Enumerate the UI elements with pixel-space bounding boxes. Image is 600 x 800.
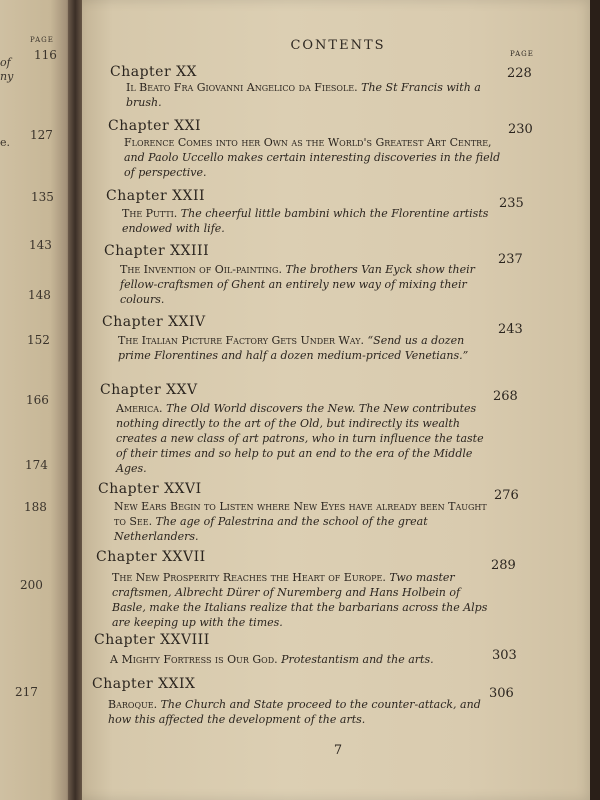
- left-page-number: 200: [20, 578, 43, 592]
- chapter-heading: Chapter XXII: [106, 188, 206, 204]
- chapter-summary: The age of Palestrina and the school of the great Netherlanders.: [114, 515, 428, 543]
- chapter-heading: Chapter XXIV: [102, 314, 206, 330]
- chapter-summary: The cheerful little bambini which the Florentine artists endowed with life.: [122, 207, 489, 235]
- chapter-summary: “Send us a dozen prime Florentines and half a dozen medium-priced Venetians.”: [118, 334, 469, 362]
- page-title: CONTENTS: [290, 38, 386, 53]
- chapter-page-number: 230: [508, 122, 533, 137]
- chapter-page-number: 228: [507, 66, 532, 81]
- chapter-description: [124, 135, 504, 180]
- left-page-number: 152: [27, 333, 50, 347]
- chapter-summary: Two master craftsmen, Albrecht Dürer of Nuremberg and Hans Holbein of Basle, make the Italians realize that the barbarians across the Alps are keeping up with the times.: [112, 571, 488, 629]
- chapter-description: [118, 333, 498, 363]
- chapter-page-number: 235: [499, 196, 524, 211]
- chapter-heading: Chapter XXVII: [96, 549, 206, 565]
- chapter-heading: Chapter XX: [110, 64, 198, 80]
- page-folio: 7: [333, 743, 343, 758]
- chapter-page-number: 289: [491, 558, 516, 573]
- chapter-subject: Il Beato Fra Giovanni Angelico da Fiesole.: [126, 81, 358, 94]
- chapter-heading: Chapter XXVIII: [94, 632, 210, 648]
- chapter-subject: The Italian Picture Factory Gets Under Way.: [118, 334, 365, 347]
- chapter-page-number: 276: [494, 488, 519, 503]
- chapter-heading: Chapter XXV: [100, 382, 198, 398]
- chapter-description: [120, 262, 500, 307]
- chapter-subject: The Invention of Oil-painting.: [120, 263, 282, 276]
- chapter-summary: The brothers Van Eyck show their fellow-craftsmen of Ghent an entirely new way of mixing their colours.: [120, 263, 475, 306]
- left-page-number: 188: [24, 500, 47, 514]
- left-page-number: 166: [26, 393, 49, 407]
- left-page-number: 127: [30, 128, 53, 142]
- left-page-edge: [0, 0, 72, 800]
- chapter-page-number: 268: [493, 389, 518, 404]
- chapter-description: [110, 652, 470, 667]
- page-column-label: PAGE: [510, 50, 534, 58]
- left-page-fragment: ny: [0, 70, 14, 83]
- chapter-summary: The Old World discovers the New. The New contributes nothing directly to the art of the Old, but indirectly its wealth creates a new class of art patrons, who in turn influence the taste of their times and so help to put an end to the era of the Middle Ages.: [116, 402, 484, 475]
- chapter-subject: Florence Comes into her Own as the World's Greatest Art Centre,: [124, 136, 492, 149]
- chapter-subject: The Putti.: [122, 207, 178, 220]
- chapter-page-number: 306: [489, 686, 514, 701]
- left-page-number: 135: [31, 190, 54, 204]
- chapter-heading: Chapter XXVI: [98, 481, 202, 497]
- chapter-description: [116, 401, 496, 476]
- chapter-summary: The St Francis with a brush.: [126, 81, 481, 109]
- chapter-description: [126, 80, 506, 110]
- chapter-heading: Chapter XXIX: [92, 676, 196, 692]
- chapter-page-number: 237: [498, 252, 523, 267]
- chapter-page-number: 303: [492, 648, 517, 663]
- left-page-header: PAGE: [30, 36, 54, 44]
- chapter-heading: Chapter XXIII: [104, 243, 210, 259]
- chapter-heading: Chapter XXI: [108, 118, 202, 134]
- left-page-number: 116: [34, 48, 57, 62]
- left-page-number: 143: [29, 238, 52, 252]
- left-page-fragment: e.: [0, 136, 11, 149]
- chapter-summary: Protestantism and the arts.: [281, 653, 434, 666]
- chapter-subject: Baroque.: [108, 698, 158, 711]
- chapter-summary: and Paolo Uccello makes certain interesting discoveries in the field of perspective.: [124, 151, 501, 179]
- left-page-number: 148: [28, 288, 51, 302]
- left-page-fragment: of: [0, 56, 11, 69]
- contents-page: [82, 0, 594, 800]
- chapter-subject: New Ears Begin to Listen where New Eyes have already been Taught to See.: [114, 500, 487, 528]
- chapter-description: [108, 697, 488, 727]
- background-edge: [590, 0, 600, 800]
- chapter-subject: A Mighty Fortress is Our God.: [110, 653, 278, 666]
- chapter-page-number: 243: [498, 322, 523, 337]
- chapter-description: [112, 570, 492, 630]
- chapter-description: [122, 206, 502, 236]
- chapter-summary: The Church and State proceed to the counter-attack, and how this affected the development of the arts.: [108, 698, 481, 726]
- left-page-number: 174: [25, 458, 48, 472]
- chapter-subject: The New Prosperity Reaches the Heart of Europe.: [112, 571, 386, 584]
- left-page-number: 217: [15, 685, 38, 699]
- chapter-description: [114, 499, 494, 544]
- chapter-subject: America.: [116, 402, 163, 415]
